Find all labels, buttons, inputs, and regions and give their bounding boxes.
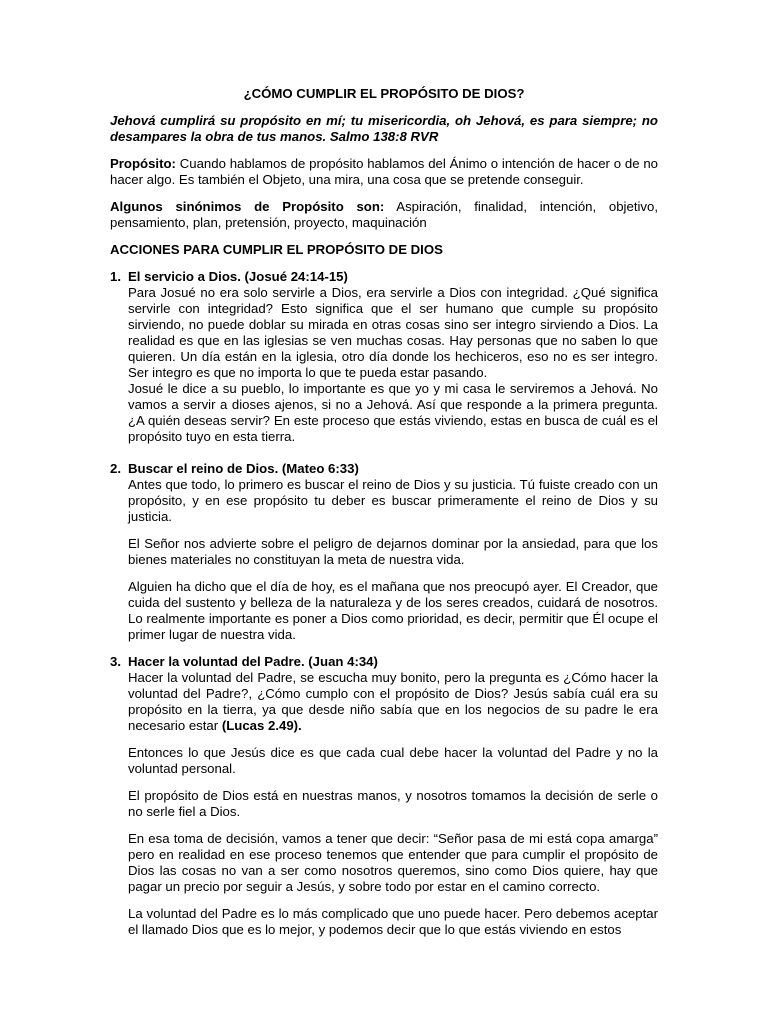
action-item-3	[110, 654, 658, 938]
action-paragraph: Para Josué no era solo servirle a Dios, era servirle a Dios con integridad. ¿Qué significa servirle con integridad? Esto significa que el ser humano que cumple su propósito sirviendo, no puede doblar su mirada en otras cosas sino ser integro sirviendo a Dios. La realidad es que en las iglesias se ven muchas cosas. Hay personas que no saben lo que quieren. Un día están en la iglesia, otro día donde los hechiceros, eso no es ser integro. Ser integro es que no importa lo que te pueda estar pasando.	[128, 285, 658, 380]
action-title: Hacer la voluntad del Padre. (Juan 4:34)	[128, 654, 378, 669]
synonyms-paragraph	[110, 199, 658, 231]
purpose-paragraph	[110, 156, 658, 188]
actions-list	[110, 269, 658, 938]
action-paragraph: Josué le dice a su pueblo, lo importante es que yo y mi casa le serviremos a Jehová. No vamos a servir a dioses ajenos, si no a Jehová. Así que responde a la primera pregunta. ¿A quién deseas servir? En este proceso que estás viviendo, estas en busca de cuál es el propósito tuyo en esta tierra.	[128, 381, 658, 444]
action-paragraph-text: Hacer la voluntad del Padre, se escucha muy bonito, pero la pregunta es ¿Cómo hacer la voluntad del Padre?, ¿Cómo cumplo con el propósito de Dios? Jesús sabía cuál era su propósito en la tierra, ya que desde niño sabía que en los negocios de su padre le era necesario estar	[128, 670, 658, 733]
action-item-1	[110, 269, 658, 461]
scripture-reference: (Lucas 2.49).	[221, 718, 302, 733]
action-paragraph: La voluntad del Padre es lo más complicado que uno puede hacer. Pero debemos aceptar el llamado Dios que es lo mejor, y podemos decir que lo que estás viviendo en estos	[128, 906, 658, 937]
synonyms-text: Aspiración, finalidad, intención, objetivo, pensamiento, plan, pretensión, proyecto, maquinación	[110, 199, 658, 230]
action-paragraph: En esa toma de decisión, vamos a tener que decir: “Señor pasa de mi está copa amarga” pero en realidad en ese proceso tenemos que entender que para cumplir el propósito de Dios las cosas no van a ser como nosotros queremos, sino como Dios quiere, hay que pagar un precio por seguir a Jesús, y sobre todo por estar en el camino correcto.	[128, 831, 658, 894]
document-page	[110, 86, 658, 949]
action-number: 1.	[110, 269, 121, 284]
action-title: El servicio a Dios. (Josué 24:14-15)	[128, 269, 348, 284]
action-paragraph	[128, 670, 658, 734]
verse-quote: Jehová cumplirá su propósito en mí; tu misericordia, oh Jehová, es para siempre; no desampares la obra de tus manos. Salmo 138:8 RVR	[110, 113, 658, 144]
action-number: 3.	[110, 654, 121, 669]
purpose-text: Cuando hablamos de propósito hablamos del Ánimo o intención de hacer o de no hacer algo. Es también el Objeto, una mira, una cosa que se pretende conseguir.	[110, 156, 658, 187]
action-paragraph: Antes que todo, lo primero es buscar el reino de Dios y su justicia. Tú fuiste creado con un propósito, y en ese propósito tu deber es buscar primeramente el reino de Dios y su justicia.	[128, 477, 658, 524]
spacer	[128, 445, 658, 461]
synonyms-label: Algunos sinónimos de Propósito son:	[110, 199, 385, 214]
action-paragraph: El propósito de Dios está en nuestras manos, y nosotros tomamos la decisión de serle o no serle fiel a Dios.	[128, 788, 658, 819]
action-item-2	[110, 461, 658, 643]
purpose-label: Propósito:	[110, 156, 176, 171]
action-number: 2.	[110, 461, 121, 476]
page-title: ¿CÓMO CUMPLIR EL PROPÓSITO DE DIOS?	[243, 86, 525, 101]
actions-heading: ACCIONES PARA CUMPLIR EL PROPÓSITO DE DIOS	[110, 242, 443, 257]
action-title: Buscar el reino de Dios. (Mateo 6:33)	[128, 461, 359, 476]
action-paragraph: Entonces lo que Jesús dice es que cada cual debe hacer la voluntad del Padre y no la voluntad personal.	[128, 745, 658, 776]
action-paragraph: Alguien ha dicho que el día de hoy, es el mañana que nos preocupó ayer. El Creador, que cuida del sustento y belleza de la naturaleza y de los seres creados, cuidará de nosotros. Lo realmente importante es poner a Dios como prioridad, es decir, permitir que Él ocupe el primer lugar de nuestra vida.	[128, 579, 658, 642]
action-paragraph: El Señor nos advierte sobre el peligro de dejarnos dominar por la ansiedad, para que los bienes materiales no constituyan la meta de nuestra vida.	[128, 536, 658, 567]
